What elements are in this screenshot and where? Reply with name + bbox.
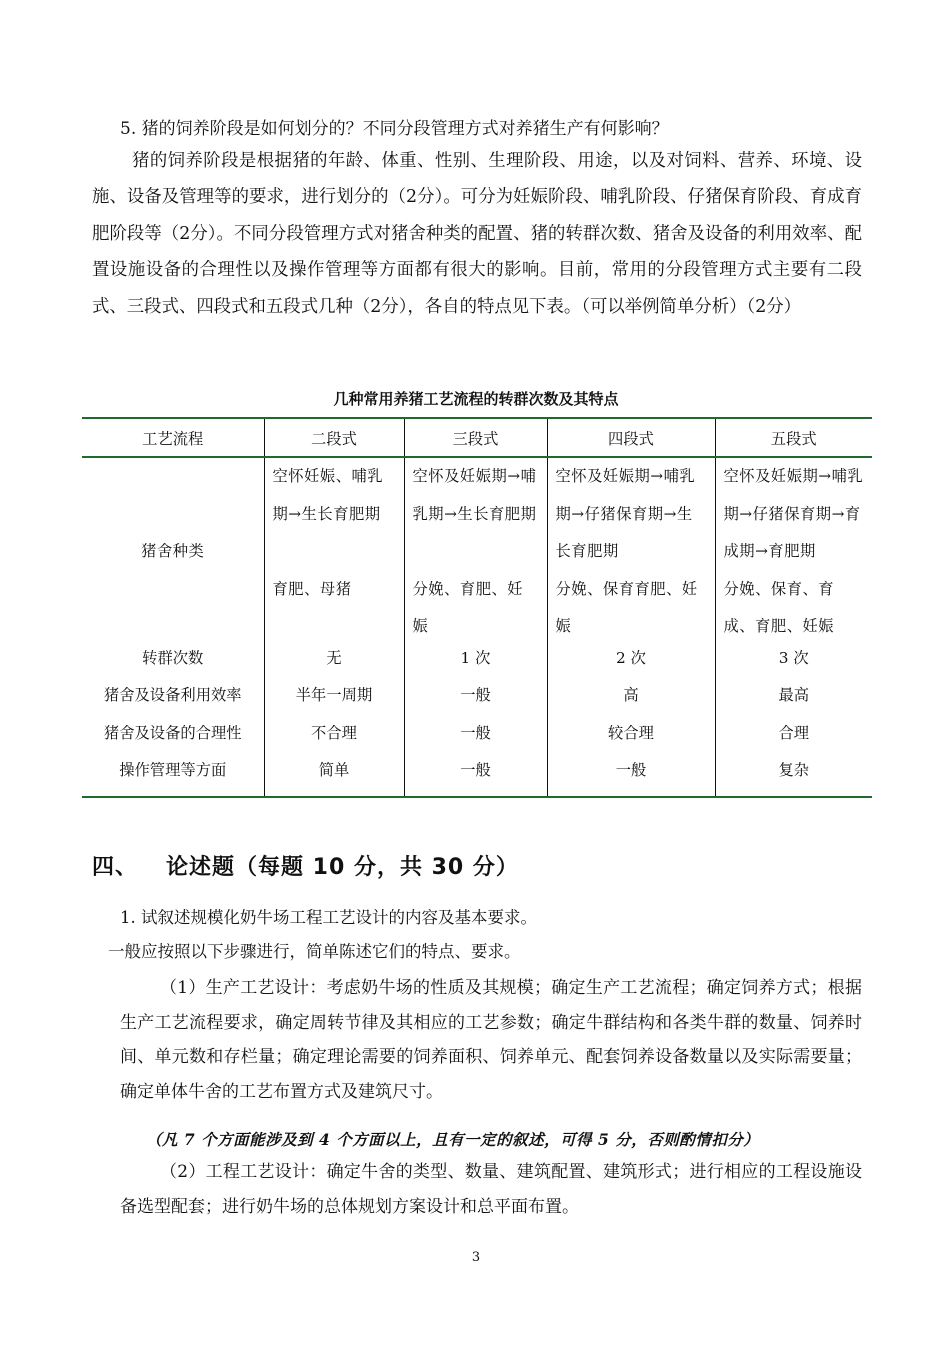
row-label: 猪舍及设备的合理性 (103, 723, 242, 742)
table-row-house-types (82, 457, 872, 646)
table-cell: 1 次 (404, 646, 547, 684)
four-stage-houses: 分娩、保育育肥、妊娠 (555, 579, 698, 636)
table-cell: 一般 (547, 758, 715, 797)
two-stage-flow: 空怀妊娠、哺乳期→生长育肥期 (272, 467, 384, 523)
table-cell: 合理 (715, 721, 872, 759)
five-stage-flow: 空怀及妊娠期→哺乳期→仔猪保育期→育成期→育肥期 (723, 467, 864, 561)
row-label: 转群次数 (142, 648, 204, 667)
row-label-house-types: 猪舍种类 (141, 542, 205, 560)
three-stage-cell (404, 457, 547, 646)
three-stage-flow: 空怀及妊娠期→哺乳期→生长育肥期 (412, 467, 537, 523)
table-cell: 一般 (404, 683, 547, 721)
question-5-title: 5. 猪的饲养阶段是如何划分的？不同分段管理方式对养猪生产有何影响？ (120, 119, 669, 139)
two-stage-houses: 育肥、母猪 (272, 579, 352, 598)
table-row-management (82, 758, 872, 797)
header-five-stage: 五段式 (715, 418, 872, 457)
table-cell: 无 (264, 646, 404, 684)
score-note: （凡 7 个方面能涉及到 4 个方面以上，且有一定的叙述，可得 5 分，否则酌情扣分） (146, 1130, 760, 1149)
header-four-stage: 四段式 (547, 418, 715, 457)
four-stage-flow: 空怀及妊娠期→哺乳期→仔猪保育期→生长育肥期 (555, 467, 696, 561)
table-row-transfers (82, 646, 872, 684)
table-cell: 高 (547, 683, 715, 721)
four-stage-cell (547, 457, 715, 646)
table-cell: 复杂 (715, 758, 872, 797)
table-cell: 3 次 (715, 646, 872, 684)
table-cell: 最高 (715, 683, 872, 721)
question-1-intro: 一般应按照以下步骤进行，简单陈述它们的特点、要求。 (108, 942, 521, 961)
header-process: 工艺流程 (82, 418, 264, 457)
table-cell: 简单 (264, 758, 404, 797)
three-stage-houses: 分娩、育肥、妊娠 (412, 579, 524, 636)
five-stage-cell (715, 457, 872, 646)
table-cell: 一般 (404, 758, 547, 797)
table-cell: 半年一周期 (264, 683, 404, 721)
two-stage-cell (264, 457, 404, 646)
row-label: 操作管理等方面 (82, 758, 264, 797)
pig-process-table (82, 417, 872, 798)
section-4-heading (92, 850, 519, 881)
question-5-answer: 猪的饲养阶段是根据猪的年龄、体重、性别、生理阶段、用途，以及对饲料、营养、环境、设施、设备及管理等的要求，进行划分的（2分）。可分为妊娠阶段、哺乳阶段、仔猪保育阶段、育成育肥阶段等（2分）。不同分段管理方式对猪舍种类的配置、猪的转群次数、猪舍及设备的利用效率、配置设施设备的合理性以及操作管理等方面都有很大的影响。目前，常用的分段管理方式主要有二段式、三段式、四段式和五段式几种（2分），各自的特点见下表。（可以举例简单分析）（2分） (92, 151, 862, 317)
answer-part-2: （2）工程工艺设计：确定牛舍的类型、数量、建筑配置、建筑形式；进行相应的工程设施设备选型配套；进行奶牛场的总体规划方案设计和总平面布置。 (120, 1162, 862, 1217)
header-two-stage: 二段式 (264, 418, 404, 457)
table-cell: 较合理 (547, 721, 715, 759)
header-three-stage: 三段式 (404, 418, 547, 457)
five-stage-houses: 分娩、保育、育成、育肥、妊娠 (723, 579, 835, 636)
table-header-row (82, 418, 872, 457)
table-row-rationality (82, 721, 872, 759)
table-row-efficiency (82, 683, 872, 721)
table-cell: 2 次 (547, 646, 715, 684)
table-cell: 不合理 (264, 721, 404, 759)
table-caption: 几种常用养猪工艺流程的转群次数及其特点 (333, 390, 619, 408)
page-number: 3 (471, 1250, 481, 1265)
answer-part-1: （1）生产工艺设计：考虑奶牛场的性质及其规模；确定生产工艺流程；确定饲养方式；根据生产工艺流程要求，确定周转节律及其相应的工艺参数；确定牛群结构和各类牛群的数量、饲养时间、单元数和存栏量；确定理论需要的饲养面积、饲养单元、配套饲养设备数量以及实际需要量；确定单体牛舍的工艺布置方式及建筑尺寸。 (120, 978, 862, 1102)
section-title: 论述题（每题 10 分，共 30 分） (166, 855, 519, 880)
section-number: 四、 (92, 855, 139, 880)
row-label: 猪舍及设备利用效率 (103, 686, 242, 705)
question-1-title: 1. 试叙述规模化奶牛场工程工艺设计的内容及基本要求。 (120, 908, 537, 927)
table-cell: 一般 (404, 721, 547, 759)
